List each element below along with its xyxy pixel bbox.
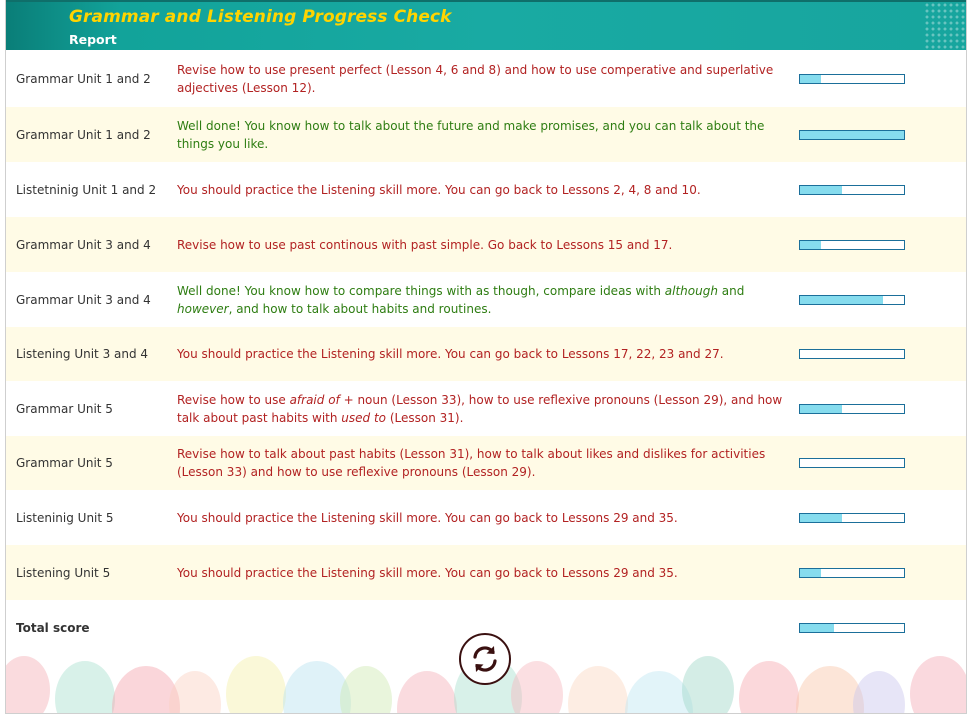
feedback-message [177,117,787,153]
feedback-message [177,236,787,254]
report-row [6,217,966,272]
message-text: Revise how to use [177,392,290,407]
header-banner [6,0,966,50]
balloon-decoration [169,671,221,714]
refresh-button[interactable] [459,633,511,685]
message-text: + noun (Lesson 33), how to use reflexive pronouns (Lesson 29), and how talk about past habits with [177,392,783,425]
report-row [6,436,966,490]
progress-fill [800,186,842,194]
message-text: (Lesson 31). [386,410,464,425]
progress-fill [800,296,883,304]
feedback-message [177,345,787,363]
refresh-icon [469,643,501,675]
report-row [6,272,966,327]
feedback-message [177,564,787,582]
report-row [6,545,966,600]
report-row [6,381,966,436]
message-text: You should practice the Listening skill more. You can go back to Lessons 2, 4, 8 and 10. [177,182,701,197]
row-label: Listetninig Unit 1 and 2 [16,182,157,197]
feedback-message [177,509,787,527]
progress-bar [799,295,905,305]
balloon-decoration [511,661,563,714]
message-text: although [664,283,718,298]
report-row [6,107,966,162]
balloon-decoration [910,656,966,714]
progress-fill [800,241,821,249]
row-label: Listening Unit 5 [16,565,111,580]
page-title: Grammar and Listening Progress Check [69,7,452,27]
row-label: Grammar Unit 3 and 4 [16,292,151,307]
row-label: Listeninig Unit 5 [16,510,114,525]
row-label: Grammar Unit 1 and 2 [16,127,151,142]
progress-fill [800,569,821,577]
message-text: , and how to talk about habits and routines. [228,301,492,316]
report-row [6,490,966,545]
progress-fill [800,514,842,522]
report-window [5,0,967,714]
report-row [6,50,966,107]
feedback-message [177,181,787,199]
balloon-decoration [6,656,50,714]
balloon-decoration [397,671,457,714]
progress-bar [799,404,905,414]
message-text: Revise how to use past continous with past simple. Go back to Lessons 15 and 17. [177,237,673,252]
feedback-message [177,445,787,481]
message-text: Revise how to use present perfect (Lesson 4, 6 and 8) and how to use comperative and superlative adjectives (Lesson 12). [177,62,774,95]
row-label: Grammar Unit 5 [16,401,113,416]
row-label: Grammar Unit 1 and 2 [16,71,151,86]
page-subtitle: Report [69,32,117,47]
message-text: however [177,301,229,316]
feedback-message [177,282,787,318]
report-table [6,50,966,655]
progress-bar [799,185,905,195]
message-text: Well done! You know how to talk about the future and make promises, and you can talk about the things you like. [177,118,765,151]
progress-bar [799,513,905,523]
balloon-decoration [226,656,286,714]
balloon-decoration [853,671,905,714]
progress-bar [799,240,905,250]
message-text: Well done! You know how to compare things with as though, compare ideas with [177,283,665,298]
header-dots-decoration [924,2,966,50]
balloon-decoration [340,666,392,714]
message-text: You should practice the Listening skill more. You can go back to Lessons 17, 22, 23 and 27. [177,347,724,361]
feedback-message [177,61,787,97]
balloon-decoration [682,656,734,714]
progress-fill [800,405,842,413]
report-row [6,327,966,381]
row-label: Grammar Unit 5 [16,456,113,470]
progress-bar [799,130,905,140]
total-progress-bar [799,623,905,633]
message-text: You should practice the Listening skill more. You can go back to Lessons 29 and 35. [177,565,678,580]
feedback-message [177,391,787,427]
message-text: Revise how to talk about past habits (Lesson 31), how to talk about likes and dislikes for activities (Lesson 33) and how to use reflexive pronouns (Lesson 29). [177,447,766,479]
row-label: Listening Unit 3 and 4 [16,347,149,361]
balloon-decoration [55,661,115,714]
progress-bar [799,568,905,578]
progress-fill [800,131,904,139]
balloon-decoration [739,661,799,714]
total-label: Total score [16,620,90,635]
balloon-decoration [568,666,628,714]
message-text: used to [341,410,387,425]
progress-bar [799,458,905,468]
row-label: Grammar Unit 3 and 4 [16,237,151,252]
progress-fill [800,75,821,83]
progress-bar [799,74,905,84]
message-text: afraid of [289,392,340,407]
progress-bar [799,349,905,359]
message-text: You should practice the Listening skill more. You can go back to Lessons 29 and 35. [177,510,678,525]
report-row [6,162,966,217]
message-text: and [717,283,745,298]
progress-fill [800,624,834,632]
